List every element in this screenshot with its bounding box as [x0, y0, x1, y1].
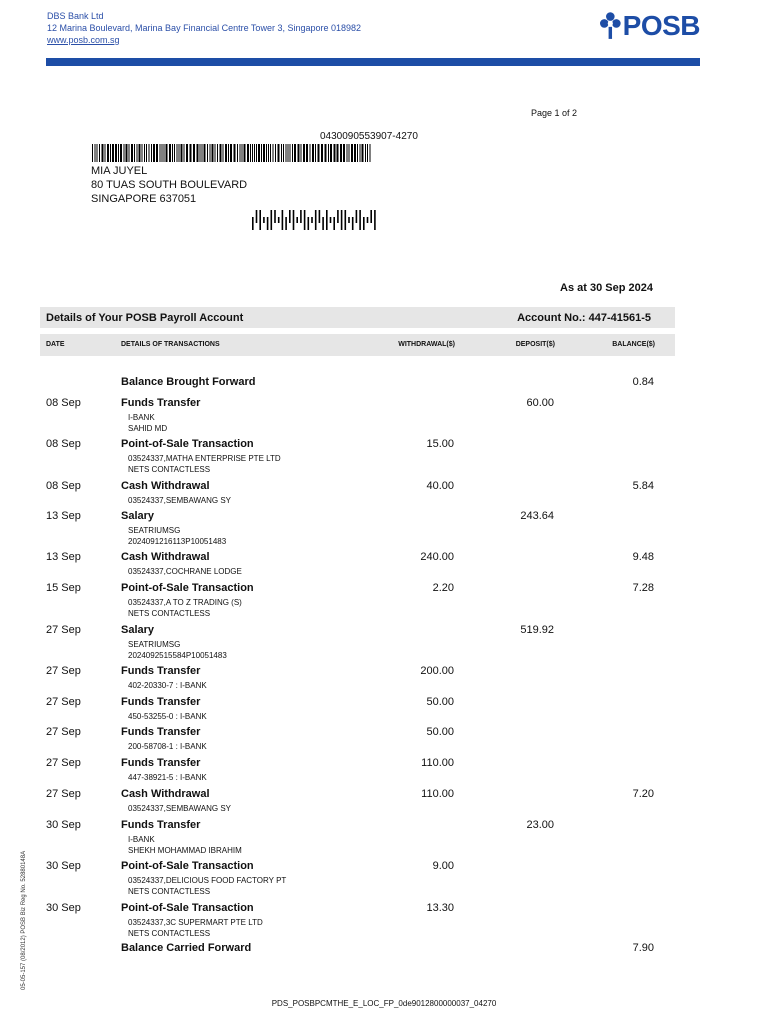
tx-detail-line: 03524337,DELICIOUS FOOD FACTORY PT [128, 876, 287, 885]
tx-withdrawal: 9.00 [432, 860, 454, 872]
bank-info [47, 10, 361, 46]
account-header [40, 307, 675, 328]
tx-detail-line: NETS CONTACTLESS [128, 609, 211, 618]
tx-balance: 7.20 [632, 788, 654, 800]
posb-emblem-icon [600, 9, 621, 43]
tx-date: 27 Sep [46, 757, 81, 769]
tx-title: Point-of-Sale Transaction [121, 902, 254, 914]
tx-detail-line: 2024092515584P10051483 [128, 651, 227, 660]
tx-title: Funds Transfer [121, 665, 201, 677]
tx-date: 08 Sep [46, 480, 81, 492]
tx-date: 27 Sep [46, 696, 81, 708]
tx-title: Funds Transfer [121, 726, 201, 738]
tx-detail-line: SAHID MD [128, 424, 168, 433]
tx-withdrawal: 15.00 [426, 438, 454, 450]
col-date: DATE [46, 341, 65, 348]
postal-barcode [252, 210, 380, 230]
tx-title: Cash Withdrawal [121, 788, 210, 800]
barcode-number: 0430090553907-4270 [320, 131, 418, 142]
tx-balance: 7.28 [632, 582, 654, 594]
tx-title: Funds Transfer [121, 696, 201, 708]
tx-balance: 9.48 [632, 551, 654, 563]
tx-detail-line: 447-38921-5 : I-BANK [128, 773, 207, 782]
recipient-name: MIA JUYEL [91, 165, 148, 177]
form-reference: 05-05-157 (08/2012) POSB Biz Reg No. 52880148A [21, 850, 27, 990]
account-title: Details of Your POSB Payroll Account [46, 311, 244, 324]
mail-barcode [92, 144, 374, 162]
tx-title: Point-of-Sale Transaction [121, 582, 254, 594]
tx-title: Cash Withdrawal [121, 551, 210, 563]
tx-date: 15 Sep [46, 582, 81, 594]
tx-withdrawal: 40.00 [426, 480, 454, 492]
tx-withdrawal: 2.20 [432, 582, 454, 594]
tx-withdrawal: 50.00 [426, 696, 454, 708]
bank-name: DBS Bank Ltd [47, 11, 104, 21]
recipient-address [91, 164, 247, 206]
tx-withdrawal: 200.00 [420, 665, 454, 677]
tx-date: 08 Sep [46, 397, 81, 409]
tx-withdrawal: 240.00 [420, 551, 454, 563]
tx-title: Salary [121, 510, 155, 522]
tx-detail-line: SHEKH MOHAMMAD IBRAHIM [128, 846, 242, 855]
tx-title: Balance Brought Forward [121, 376, 256, 388]
page-number: Page 1 of 2 [531, 108, 578, 118]
tx-withdrawal: 110.00 [421, 788, 454, 800]
tx-date: 30 Sep [46, 860, 81, 872]
tx-detail-line: NETS CONTACTLESS [128, 929, 211, 938]
tx-detail-line: 402-20330-7 : I-BANK [128, 681, 207, 690]
tx-deposit: 243.64 [520, 510, 554, 522]
tx-detail-line: 03524337,3C SUPERMART PTE LTD [128, 918, 263, 927]
tx-date: 30 Sep [46, 902, 81, 914]
header-divider [46, 58, 700, 66]
tx-title: Point-of-Sale Transaction [121, 860, 254, 872]
tx-deposit: 60.00 [526, 397, 554, 409]
tx-title: Point-of-Sale Transaction [121, 438, 254, 450]
tx-deposit: 23.00 [526, 819, 554, 831]
tx-withdrawal: 110.00 [421, 757, 454, 769]
tx-detail-line: 03524337,A TO Z TRADING (S) [128, 598, 242, 607]
col-details: DETAILS OF TRANSACTIONS [121, 341, 220, 348]
tx-detail-line: 450-53255-0 : I-BANK [128, 712, 207, 721]
tx-date: 27 Sep [46, 788, 81, 800]
tx-detail-line: 03524337,SEMBAWANG SY [128, 804, 232, 813]
tx-detail-line: 200-58708-1 : I-BANK [128, 742, 207, 751]
col-withdrawal: WITHDRAWAL($) [398, 341, 455, 348]
tx-withdrawal: 50.00 [426, 726, 454, 738]
tx-date: 27 Sep [46, 624, 81, 636]
tx-date: 27 Sep [46, 726, 81, 738]
tx-title: Salary [121, 624, 155, 636]
tx-title: Balance Carried Forward [121, 942, 252, 954]
tx-title: Funds Transfer [121, 397, 201, 409]
tx-detail-line: 2024091216113P10051483 [128, 537, 227, 546]
col-balance: BALANCE($) [612, 341, 655, 348]
footer-code: PDS_POSBPCMTHE_E_LOC_FP_0de9012800000037_04270 [271, 999, 497, 1008]
tx-date: 27 Sep [46, 665, 81, 677]
tx-date: 08 Sep [46, 438, 81, 450]
tx-title: Funds Transfer [121, 757, 201, 769]
tx-date: 30 Sep [46, 819, 81, 831]
tx-title: Funds Transfer [121, 819, 201, 831]
recipient-street: 80 TUAS SOUTH BOULEVARD [91, 179, 248, 191]
tx-balance: 0.84 [632, 376, 654, 388]
account-number: Account No.: 447-41561-5 [517, 311, 651, 324]
statement-date: As at 30 Sep 2024 [560, 282, 653, 294]
bank-url-link[interactable]: www.posb.com.sg [47, 35, 120, 45]
tx-detail-line: SEATRIUMSG [128, 526, 181, 535]
tx-date: 13 Sep [46, 510, 81, 522]
tx-detail-line: 03524337,SEMBAWANG SY [128, 496, 232, 505]
posb-logo [600, 8, 700, 44]
tx-detail-line: I-BANK [128, 835, 155, 844]
tx-title: Cash Withdrawal [121, 480, 210, 492]
tx-balance: 5.84 [632, 480, 654, 492]
recipient-city: SINGAPORE 637051 [91, 193, 197, 205]
logo-text: POSB [622, 10, 700, 41]
tx-detail-line: 03524337,MATHA ENTERPRISE PTE LTD [128, 454, 281, 463]
column-header [40, 334, 675, 356]
col-deposit: DEPOSIT($) [515, 341, 555, 348]
tx-detail-line: SEATRIUMSG [128, 640, 181, 649]
tx-detail-line: I-BANK [128, 413, 155, 422]
tx-detail-line: NETS CONTACTLESS [128, 465, 211, 474]
tx-withdrawal: 13.30 [426, 902, 454, 914]
tx-deposit: 519.92 [520, 624, 554, 636]
tx-detail-line: NETS CONTACTLESS [128, 887, 211, 896]
tx-balance: 7.90 [632, 942, 654, 954]
bank-address: 12 Marina Boulevard, Marina Bay Financial Centre Tower 3, Singapore 018982 [47, 23, 362, 33]
tx-detail-line: 03524337,COCHRANE LODGE [128, 567, 242, 576]
tx-date: 13 Sep [46, 551, 81, 563]
